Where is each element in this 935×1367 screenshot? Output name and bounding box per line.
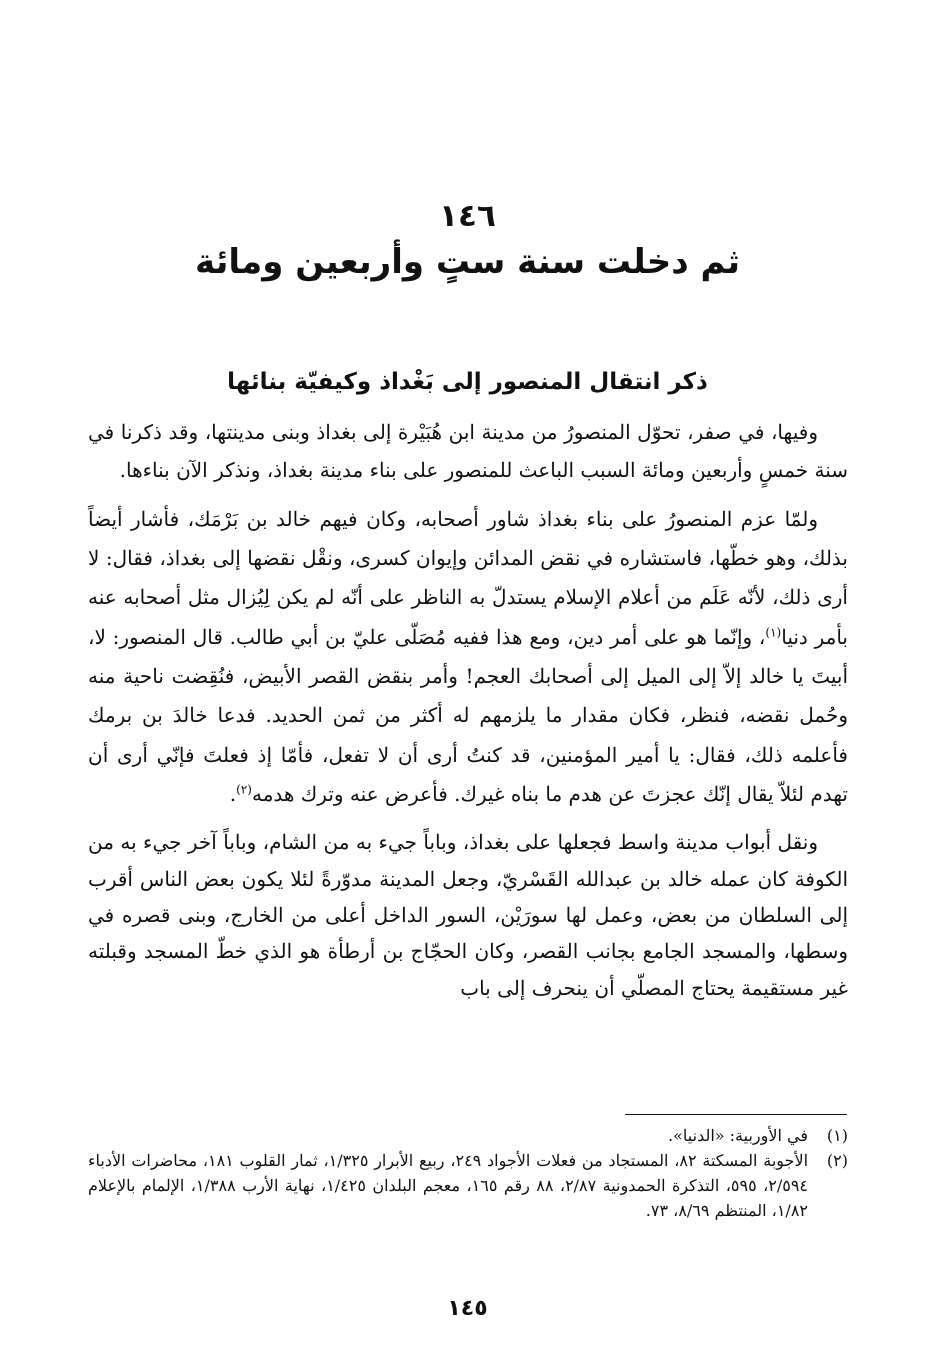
footnote-2 [88, 1148, 848, 1223]
page-number: ١٤٥ [447, 1296, 488, 1321]
footnote-ref-1: (١) [765, 625, 782, 640]
footnotes [88, 1123, 848, 1223]
paragraph-3: ونقل أبواب مدينة واسط فجعلها على بغداذ، وباباً جيء به من الشام، وباباً آخر جيء به من الكوفة كان عمله خالد بن عبدالله القَسْريّ، وجعل المدينة مدوّرةً لئلا يكون بعض الناس أقرب إلى السلطان من بعض، وعمل لها سورَيْن، السور الداخل أعلى من الخارج، وبنى قصره في وسطها، والمسجد الجامع بجانب القصر، وكان الحجّاج بن أرطأة هو الذي خطّ المسجد وقبلته غير مستقيمة يحتاج المصلّي أن ينحرف إلى باب [88, 830, 848, 1000]
paragraph-2 [88, 500, 848, 814]
footnote-text: الأجوبة المسكتة ٨٢، المستجاد من فعلات الأجواد ٢٤٩، ربيع الأبرار ١/٣٢٥، ثمار القلوب ١٨١، محاضرات الأدباء ٢/٥٩٤، ٥٩٥، التذكرة الحمدونية ٢/٨٧، ٨٨ رقم ١٦٥، معجم البلدان ١/٤٢٥، نهاية الأرب ١/٣٨٨، الإلمام بالإعلام ١/٨٢، المنتظم ٨/٦٩، ٧٣. [88, 1151, 809, 1220]
footnote-text: في الأوربية: «الدنيا». [668, 1126, 808, 1145]
footnote-number: (١) [826, 1126, 848, 1145]
paragraph-2-part-a: ولمّا عزم المنصورُ على بناء بغداذ شاور أصحابه، وكان فيهم خالد بن بَرْمَك، فأشار أيضاً بذلك، وهو خطّها، فاستشاره في نقض المدائن وإيوان كسرى، ونقْل نقضها إلى بغداذ، فقال: لا أرى ذلك، لأنّه عَلَم من أعلام الإسلام يستدلّ به الناظر على أنّه لم يكن لِيُزال مثل أصحابه عنه بأمر دنيا [88, 506, 848, 649]
footnote-number: (٢) [826, 1151, 848, 1170]
paragraph-1: وفيها، في صفر، تحوّل المنصورُ من مدينة ابن هُبَيْرة إلى بغداذ وبنى مدينتها، وقد ذكرنا في سنة خمسٍ وأربعين ومائة السبب الباعث للمنصور على بناء مدينة بغداذ، ونذكر الآن بناءها. [88, 420, 848, 483]
footnote-1 [88, 1123, 848, 1148]
section-heading: ذكر انتقال المنصور إلى بَغْداذ وكيفيّة بنائها [227, 369, 708, 395]
paragraph-2-part-c: . [229, 781, 237, 806]
footnote-ref-2: (٢) [236, 782, 252, 797]
paragraph-2-part-b: ، وإنّما هو على أمر دين، ومع هذا ففيه مُصَلّى عليّ بن أبي طالب. قال المنصور: لا، أبيتَ يا خالد إلاّ إلى الميل إلى أصحابك العجم! وأمر بنقض القصر الأبيض، فنُقِضت ناحية منه وحُمل نقضه، فنظر، فكان مقدار ما يلزمهم له أكثر من ثمن الحديد. فدعا خالدَ بن برمك فأعلمه ذلك، فقال: يا أمير المؤمنين، قد كنتُ أرى أن لا تفعل، فأمّا إذ فعلتَ فإنّي أرى أن تهدم لئلاّ يقال إنّك عجزتَ عن هدم ما بناه غيرك. فأعرض عنه وترك هدمه [88, 624, 848, 806]
footnote-divider [625, 1114, 847, 1115]
main-text [88, 413, 848, 1006]
chapter-title: ثم دخلت سنة ستٍ وأربعين ومائة [195, 242, 740, 282]
chapter-year-number: ١٤٦ [439, 198, 496, 234]
